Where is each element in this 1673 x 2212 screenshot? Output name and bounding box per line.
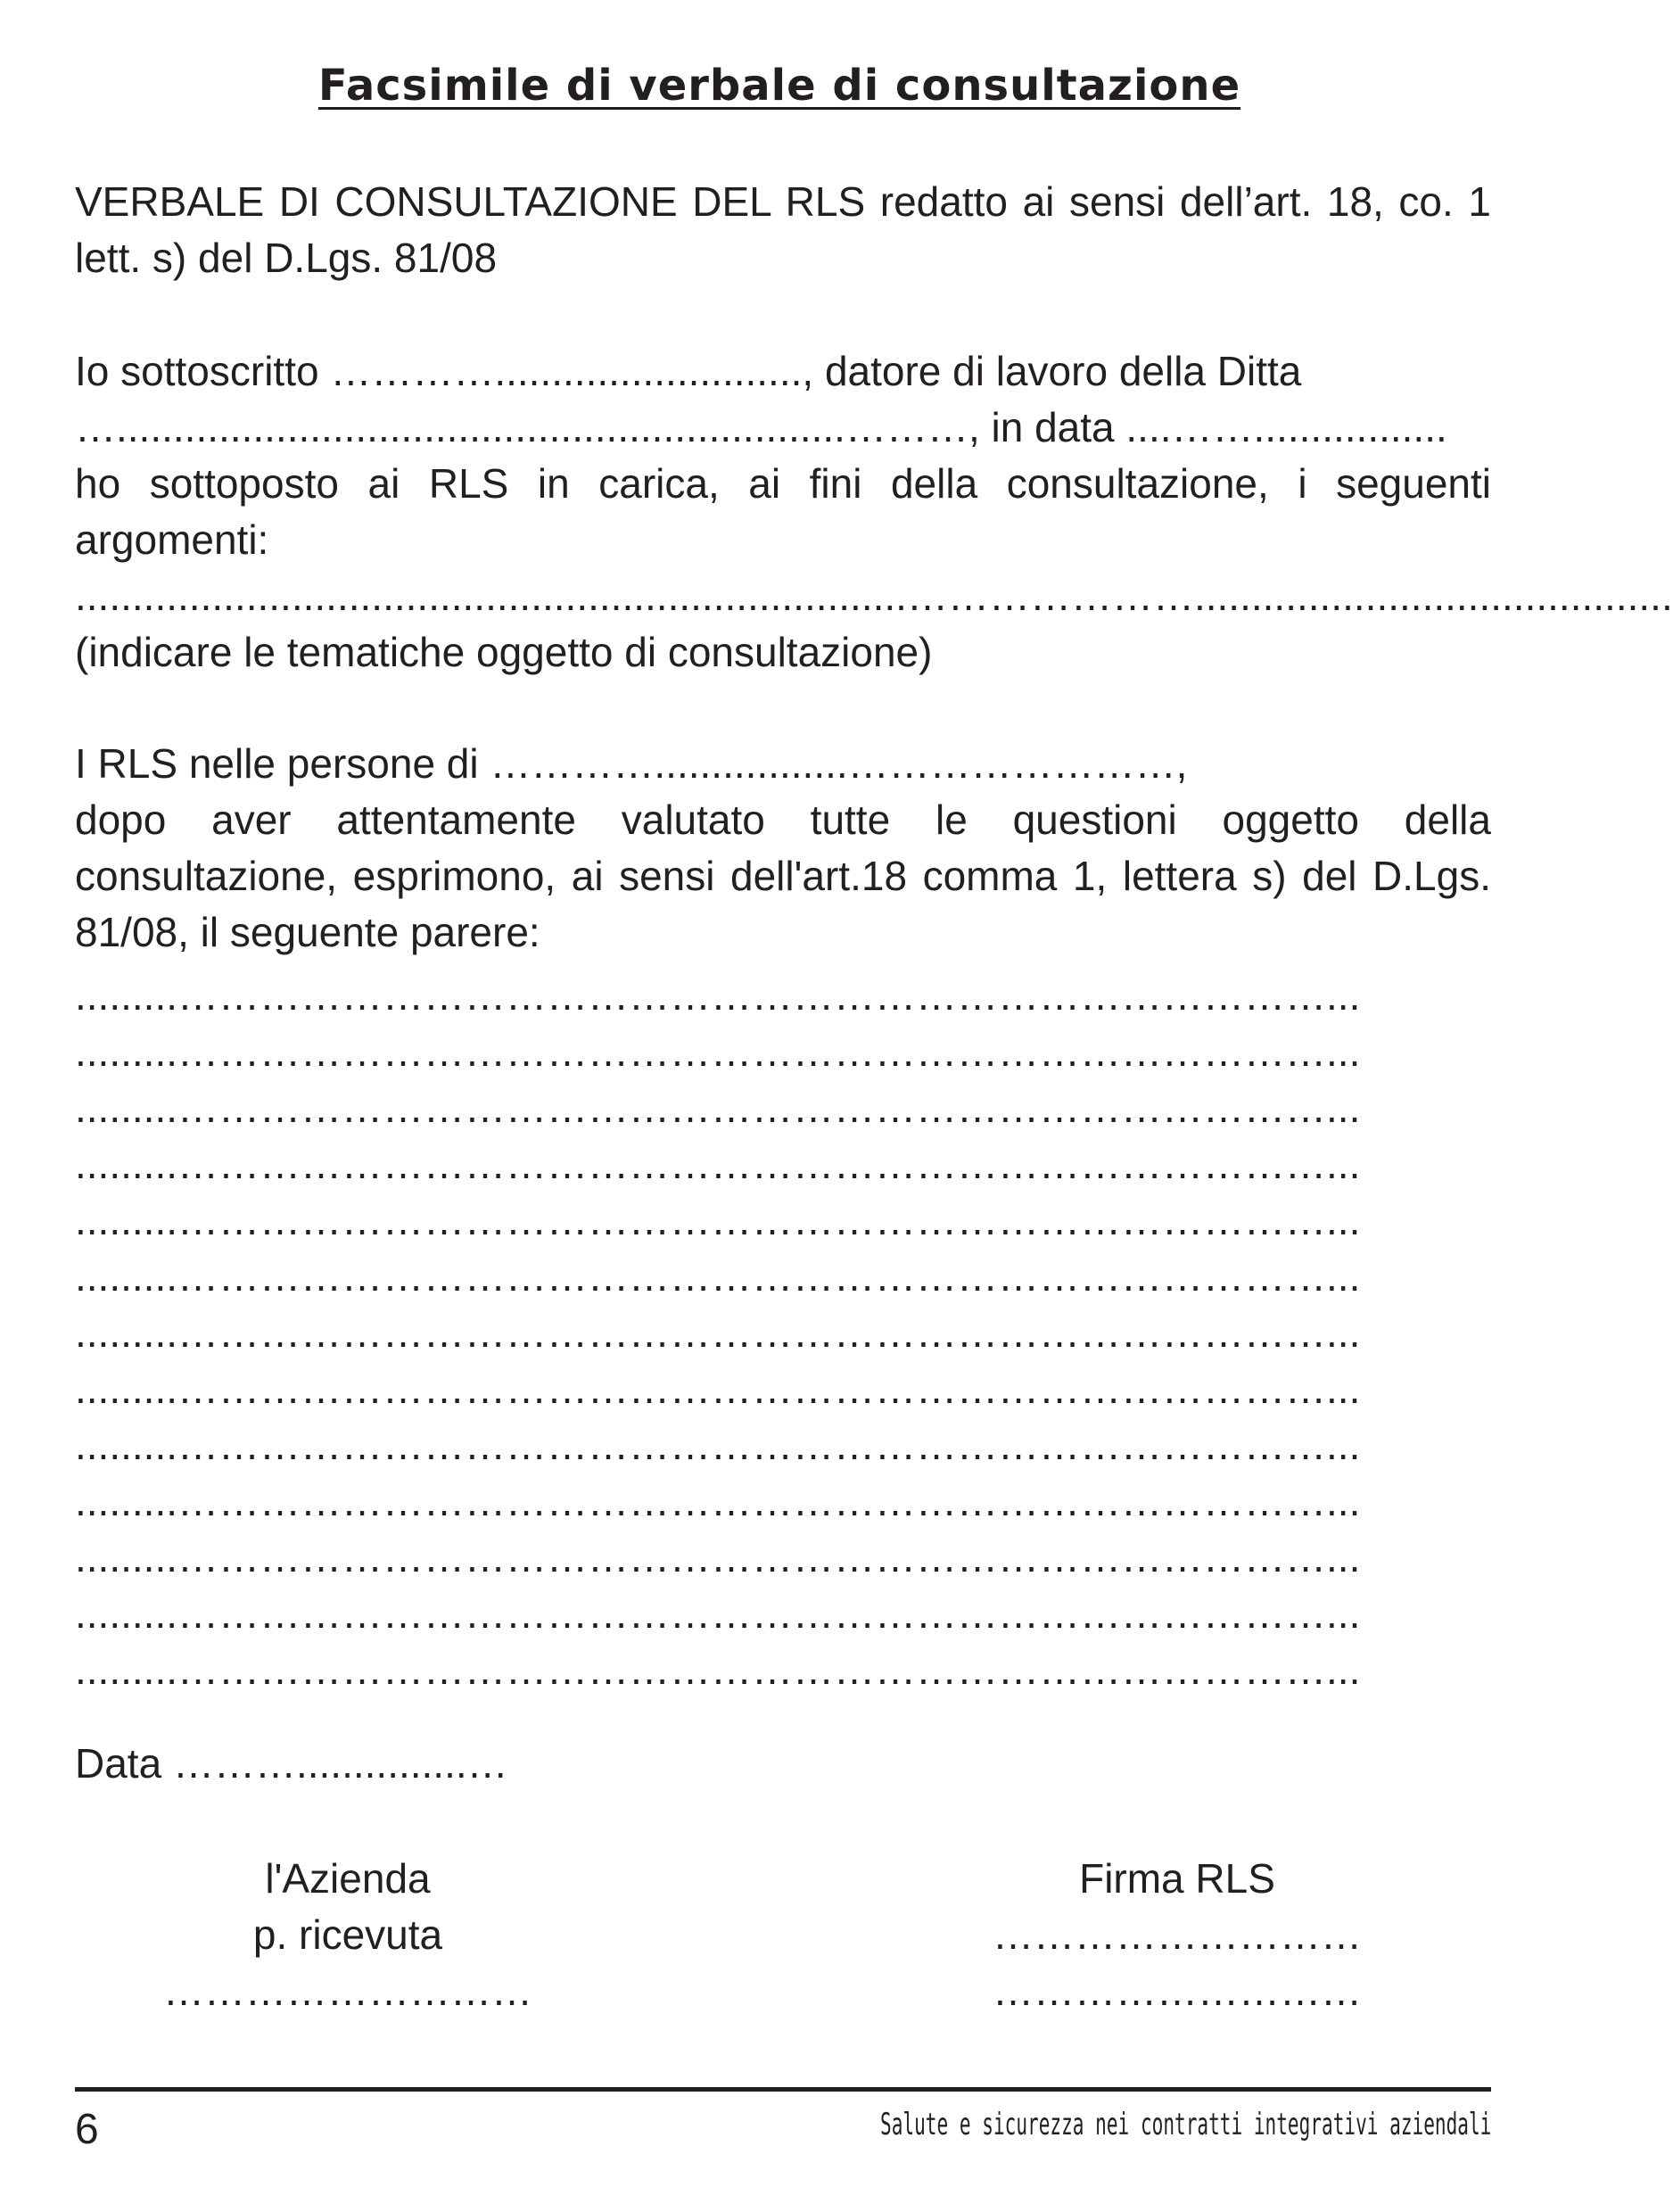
- date-field-line: Data ………...............…: [75, 1740, 508, 1787]
- employer-line: Io sottoscritto …………..........................., datore di lavoro della Ditta: [75, 348, 1302, 394]
- verbale-heading: VERBALE DI CONSULTAZIONE DEL RLS redatto ai sensi dell’art. 18, co. 1 lett. s) del D.Lgs. 81/08: [75, 178, 1491, 281]
- opinion-line: .........…………………………………………………………………………...: [75, 1028, 1361, 1075]
- opinion-line: .........…………………………………………………………………………...: [75, 1085, 1361, 1131]
- opinion-line: .........…………………………………………………………………………...: [75, 1590, 1361, 1637]
- receipt-label: p. ricevuta: [252, 1911, 443, 1958]
- page-number: 6: [75, 2106, 99, 2153]
- company-date-line: …................................................................………, in data ....…….................: [75, 404, 1447, 450]
- opinion-line: .........…………………………………………………………………………...: [75, 1366, 1361, 1412]
- opinion-line: .........…………………………………………………………………………...: [75, 1478, 1361, 1524]
- opinion-fill-lines: [75, 968, 1473, 1698]
- topics-note: (indicare le tematiche oggetto di consultazione): [75, 629, 933, 675]
- opinion-line: .........…………………………………………………………………………...: [75, 1647, 1361, 1693]
- rls-signature-label: Firma RLS: [1079, 1855, 1275, 1902]
- rls-names-line: I RLS nelle persone di ………….................……………………,: [75, 740, 1188, 787]
- rls-opinion-sentence: dopo aver attentamente valutato tutte le questioni oggetto della consultazione, esprimono, ai sensi dell'art.18 comma 1, lettera s) del D.Lgs. 81/08, il seguente parere:: [75, 796, 1491, 955]
- topics-fill-line: .........................................................................…………………..........................................: [75, 573, 1673, 619]
- company-signature-line: ………………………: [163, 1968, 532, 2014]
- footer-divider: [75, 2087, 1491, 2092]
- rls-signature-block: [963, 1851, 1391, 2019]
- document-title: Facsimile di verbale di consultazione: [317, 61, 1241, 111]
- company-signature-block: [143, 1851, 553, 2019]
- paragraph-employer: [75, 343, 1673, 681]
- opinion-line: .........…………………………………………………………………………...: [75, 1253, 1361, 1300]
- opinion-line: .........…………………………………………………………………………...: [75, 1534, 1361, 1581]
- rls-signature-line: ………………………: [993, 1911, 1362, 1958]
- topics-sentence: ho sottoposto ai RLS in carica, ai fini della consultazione, i seguenti argomenti:: [75, 460, 1491, 563]
- footer-publication-title: Salute e sicurezza nei contratti integrativi aziendali: [879, 2107, 1491, 2142]
- rls-signature-line: ………………………: [993, 1968, 1362, 2014]
- paragraph-rls: [75, 736, 1491, 961]
- opinion-line: .........…………………………………………………………………………...: [75, 1309, 1361, 1356]
- company-label: l'Azienda: [265, 1855, 431, 1902]
- opinion-line: .........…………………………………………………………………………...: [75, 1422, 1361, 1468]
- opinion-line: .........…………………………………………………………………………...: [75, 1141, 1361, 1187]
- opinion-line: .........…………………………………………………………………………...: [75, 1197, 1361, 1243]
- opinion-line: .........…………………………………………………………………………...: [75, 972, 1361, 1019]
